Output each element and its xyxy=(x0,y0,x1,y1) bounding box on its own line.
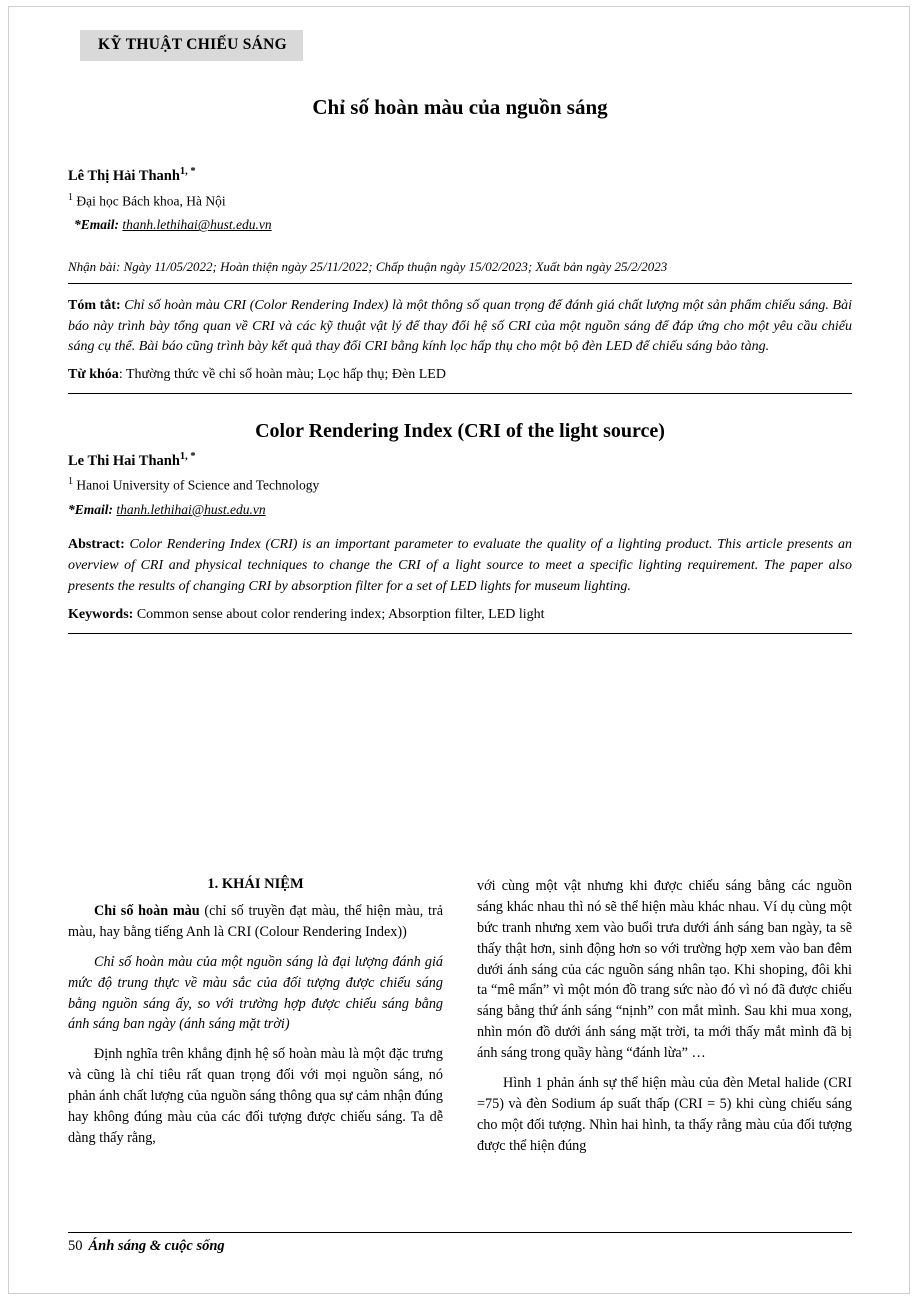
author-affiliation-marker: 1, * xyxy=(179,166,196,177)
vietnamese-keywords xyxy=(68,367,852,383)
english-email-link[interactable]: thanh.lethihai@hust.edu.vn xyxy=(116,501,266,517)
abstract-label-en: Abstract: xyxy=(68,536,125,552)
keywords-text-vi: : Thường thức về chỉ số hoàn màu; Lọc hấp thụ; Đèn LED xyxy=(118,367,446,383)
english-keywords xyxy=(68,607,852,623)
vietnamese-abstract xyxy=(68,296,852,357)
paragraph-lead-bold: Chỉ số hoàn màu xyxy=(94,903,200,919)
english-author-affiliation-marker: 1, * xyxy=(179,451,196,463)
vietnamese-author: Lê Thị Hải Thanh$^{1, *}$ xyxy=(68,166,196,184)
abstract-label-vi: Tóm tắt: xyxy=(68,298,121,314)
paragraph xyxy=(477,876,852,1064)
journal-name: Ánh sáng & cuộc sống xyxy=(88,1238,225,1254)
section-heading: 1. KHÁI NIỆM xyxy=(207,876,304,892)
paragraph-text: (chỉ số truyền đạt màu, thể hiện màu, trả màu, hay bằng tiếng Anh là CRI (Colour Rendering Index)) xyxy=(68,903,444,940)
english-affiliation: $^1$ Hanoi University of Science and Technology xyxy=(68,476,320,493)
paragraph-text: với cùng một vật nhưng khi được chiếu sáng bằng các nguồn sáng khác nhau thì nó sẽ thể hiện màu khác nhau. Ví dụ cùng một bức tranh nhưng xem vào buổi trưa dưới ánh sáng ban ngày, ta sẽ thấy thật hơn, sinh động hơn so với trường hợp xem vào ban đêm dưới ánh sáng của các nguồn sáng nhân tạo. Khi shoping, đôi khi ta “mê mẩn” vì một món đồ trang sức nào đó vì nó đã được chiếu sáng bằng thứ ánh sáng “nịnh” con mắt mình. Sau khi mua xong, nhìn món đồ dưới ánh sáng mặt trời, ta mới thấy mắt mình đã bị ánh sáng trong quầy hàng “đánh lừa” … xyxy=(477,878,852,1061)
page-number: 50 xyxy=(68,1238,83,1254)
page-footer xyxy=(68,1232,852,1255)
english-abstract xyxy=(68,534,852,597)
two-column-body xyxy=(68,876,852,1165)
english-title: Color Rendering Index (CRI of the light source) xyxy=(255,420,665,443)
paragraph xyxy=(68,952,443,1036)
paragraph-text: Định nghĩa trên khẳng định hệ số hoàn màu là một đặc trưng và cũng là chỉ tiêu rất quan trọng đối với mọi nguồn sáng, nó phản ánh chất lượng của nguồn sáng thông qua sự cảm nhận đúng hay không đúng màu của các đối tượng được chiếu sáng. Ta dễ dàng thấy rằng, xyxy=(68,1046,443,1146)
keywords-label-en: Keywords: xyxy=(68,606,134,622)
paragraph xyxy=(68,1044,443,1148)
body-column-right xyxy=(477,876,852,1165)
divider-bottom-english-abstract xyxy=(68,633,852,634)
english-author: Le Thi Hai Thanh$^{1, *}$ xyxy=(68,451,196,470)
page-content xyxy=(68,30,852,634)
body-column-left xyxy=(68,876,443,1165)
affiliation-marker: 1 xyxy=(68,191,73,203)
paragraph-text: Hình 1 phản ánh sự thể hiện màu của đèn Metal halide (CRI =75) và đèn Sodium áp suất thấp (CRI = 5) khi cùng chiếu sáng cho một đối tượng. Nhìn hai hình, ta thấy rằng màu của đối tượng được thể hiện đúng xyxy=(477,1074,852,1154)
email-link[interactable]: thanh.lethihai@hust.edu.vn xyxy=(122,217,272,233)
vietnamese-title: Chỉ số hoàn màu của nguồn sáng xyxy=(312,95,608,119)
english-email-label: *Email: xyxy=(68,501,114,517)
divider-bottom-abstract xyxy=(68,393,852,394)
abstract-text-vi: Chỉ số hoàn màu CRI (Color Rendering Index) là một thông số quan trọng để đánh giá chất lượng một sản phẩm chiếu sáng. Bài báo này trình bày tổng quan về CRI và các kỹ thuật vật lý để thay đổi hệ số CRI của một nguồn sáng để đáp ứng cho một yêu cầu chiếu sáng cụ thể. Bài báo cũng trình bày kết quả thay đổi CRI bằng kính lọc hấp thụ cho một bộ đèn LED để chiếu sáng bảo tàng. xyxy=(68,298,853,354)
paragraph xyxy=(68,901,443,943)
publication-dates: Nhận bài: Ngày 11/05/2022; Hoàn thiện ngày 25/11/2022; Chấp thuận ngày 15/02/2023; Xuất bản ngày 25/2/2023 xyxy=(68,259,668,275)
email-label: *Email: xyxy=(74,217,120,233)
vietnamese-email-line xyxy=(68,217,852,233)
english-author-block xyxy=(68,451,852,517)
paragraph-text: Chỉ số hoàn màu của một nguồn sáng là đại lượng đánh giá mức độ trung thực về màu sắc của đối tượng được chiếu sáng bằng nguồn sáng ấy, so với trường hợp được chiếu sáng bằng ánh sáng ban ngày (ánh sáng mặt trời) xyxy=(68,953,443,1033)
divider-top-abstract xyxy=(68,283,852,284)
keywords-label-vi: Từ khóa xyxy=(68,367,119,383)
paragraph xyxy=(477,1073,852,1157)
vietnamese-author-block xyxy=(68,166,852,233)
english-email-line xyxy=(68,502,852,518)
vietnamese-affiliation: $^1$ Đại học Bách khoa, Hà Nội xyxy=(68,191,226,209)
keywords-text-en: Common sense about color rendering index; Absorption filter, LED light xyxy=(133,606,545,622)
english-affiliation-marker: 1 xyxy=(68,476,73,488)
running-head: KỸ THUẬT CHIẾU SÁNG xyxy=(80,30,303,61)
abstract-text-en: Color Rendering Index (CRI) is an important parameter to evaluate the quality of a lighting product. This article presents an overview of CRI and physical techniques to change the CRI of a light source to meet a specific lighting requirement. The paper also presents the results of changing CRI by absorption filter for a set of LED lights for museum lighting. xyxy=(68,536,853,594)
